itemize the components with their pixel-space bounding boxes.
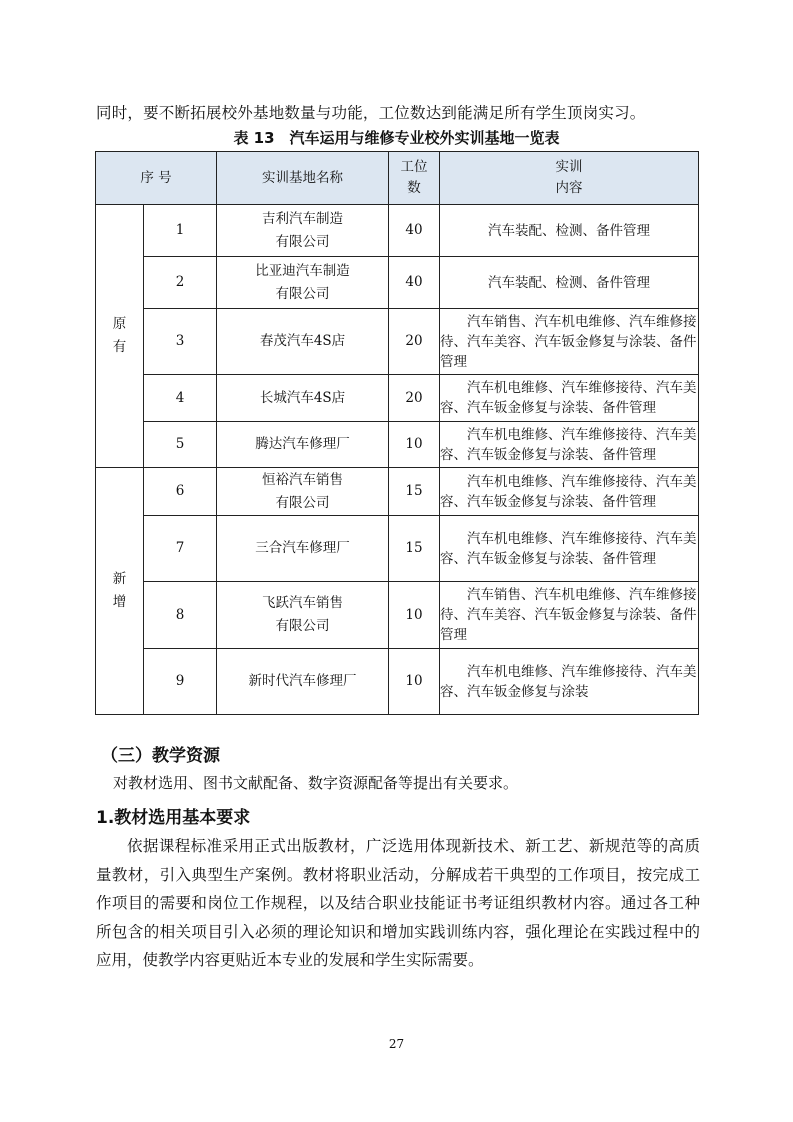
row-number: 9 <box>144 649 217 715</box>
group-label-existing <box>96 205 144 468</box>
base-name-line2: 有限公司 <box>275 233 330 250</box>
base-name-line2: 有限公司 <box>275 494 330 511</box>
table-row <box>96 375 699 422</box>
row-number: 2 <box>144 257 217 309</box>
subsection-heading-textbook: 1.教材选用基本要求 <box>96 808 251 828</box>
table-row <box>96 205 699 257</box>
header-name: 实训基地名称 <box>217 152 389 205</box>
station-count: 10 <box>389 582 440 649</box>
base-name: 长城汽车4S店 <box>217 375 389 422</box>
table-row <box>96 422 699 468</box>
header-content <box>440 152 699 205</box>
base-name <box>217 582 389 649</box>
group-label-new <box>96 468 144 715</box>
header-index: 序 号 <box>96 152 217 205</box>
header-stations <box>389 152 440 205</box>
station-count: 15 <box>389 516 440 582</box>
base-name-line1: 飞跃汽车销售 <box>262 595 344 611</box>
training-content: 汽车装配、检测、备件管理 <box>440 205 699 257</box>
training-content: 汽车销售、汽车机电维修、汽车维修接待、汽车美容、汽车钣金修复与涂装、备件管理 <box>440 582 699 649</box>
table-row <box>96 582 699 649</box>
base-name <box>217 257 389 309</box>
base-name-line1: 吉利汽车制造 <box>262 210 344 227</box>
base-name: 腾达汽车修理厂 <box>217 422 389 468</box>
training-content: 汽车机电维修、汽车维修接待、汽车美容、汽车钣金修复与涂装 <box>440 649 699 715</box>
station-count: 20 <box>389 375 440 422</box>
header-stations-line1: 工位 <box>400 159 428 175</box>
station-count: 10 <box>389 649 440 715</box>
header-content-line1: 实训 <box>555 159 583 175</box>
section-intro-text: 对教材选用、图书文献配备、数字资源配备等提出有关要求。 <box>113 774 519 792</box>
body-paragraph: 依据课程标准采用正式出版教材，广泛选用体现新技术、新工艺、新规范等的高质量教材，引入典型生产案例。教材将职业活动，分解成若干典型的工作项目，按完成工作项目的需要和岗位工作规程，以及结合职业技能证书考证组织教材内容。通过各工种所包含的相关项目引入必须的理论知识和增加实践训练内容，强化理论在实践过程中的应用，使教学内容更贴近本专业的发展和学生实际需要。 <box>96 837 700 969</box>
row-number: 7 <box>144 516 217 582</box>
table-caption: 表 13 汽车运用与维修专业校外实训基地一览表 <box>233 129 560 147</box>
training-base-table <box>95 151 699 715</box>
station-count: 15 <box>389 468 440 516</box>
base-name <box>217 468 389 516</box>
station-count: 40 <box>389 205 440 257</box>
table-header-row <box>96 152 699 205</box>
base-name: 新时代汽车修理厂 <box>217 649 389 715</box>
training-content: 汽车机电维修、汽车维修接待、汽车美容、汽车钣金修复与涂装、备件管理 <box>440 422 699 468</box>
row-number: 8 <box>144 582 217 649</box>
row-number: 5 <box>144 422 217 468</box>
intro-line: 同时，要不断拓展校外基地数量与功能，工位数达到能满足所有学生顶岗实习。 <box>96 104 646 122</box>
base-name: 三合汽车修理厂 <box>217 516 389 582</box>
training-content: 汽车机电维修、汽车维修接待、汽车美容、汽车钣金修复与涂装、备件管理 <box>440 375 699 422</box>
table-row <box>96 516 699 582</box>
table-row <box>96 649 699 715</box>
section-heading-teaching-resources: （三）教学资源 <box>101 746 220 766</box>
group-label-line1: 原 <box>112 316 127 332</box>
page-number: 27 <box>388 1037 405 1051</box>
table-row <box>96 468 699 516</box>
group-label-line2: 有 <box>112 339 127 355</box>
station-count: 40 <box>389 257 440 309</box>
base-name-line1: 比亚迪汽车制造 <box>255 262 350 279</box>
row-number: 1 <box>144 205 217 257</box>
table-row <box>96 309 699 375</box>
header-stations-line2: 数 <box>407 180 421 196</box>
station-count: 10 <box>389 422 440 468</box>
base-name-line2: 有限公司 <box>275 285 330 302</box>
base-name-line2: 有限公司 <box>275 618 330 634</box>
base-name: 春茂汽车4S店 <box>217 309 389 375</box>
base-name <box>217 205 389 257</box>
row-number: 3 <box>144 309 217 375</box>
row-number: 4 <box>144 375 217 422</box>
base-name-line1: 恒裕汽车销售 <box>262 471 344 488</box>
training-content: 汽车装配、检测、备件管理 <box>440 257 699 309</box>
header-content-line2: 内容 <box>555 180 583 196</box>
group-label-line1: 新 <box>112 571 127 587</box>
group-label-line2: 增 <box>112 594 127 610</box>
training-content: 汽车销售、汽车机电维修、汽车维修接待、汽车美容、汽车钣金修复与涂装、备件管理 <box>440 309 699 375</box>
table-row <box>96 257 699 309</box>
row-number: 6 <box>144 468 217 516</box>
station-count: 20 <box>389 309 440 375</box>
training-content: 汽车机电维修、汽车维修接待、汽车美容、汽车钣金修复与涂装、备件管理 <box>440 468 699 516</box>
training-content: 汽车机电维修、汽车维修接待、汽车美容、汽车钣金修复与涂装、备件管理 <box>440 516 699 582</box>
